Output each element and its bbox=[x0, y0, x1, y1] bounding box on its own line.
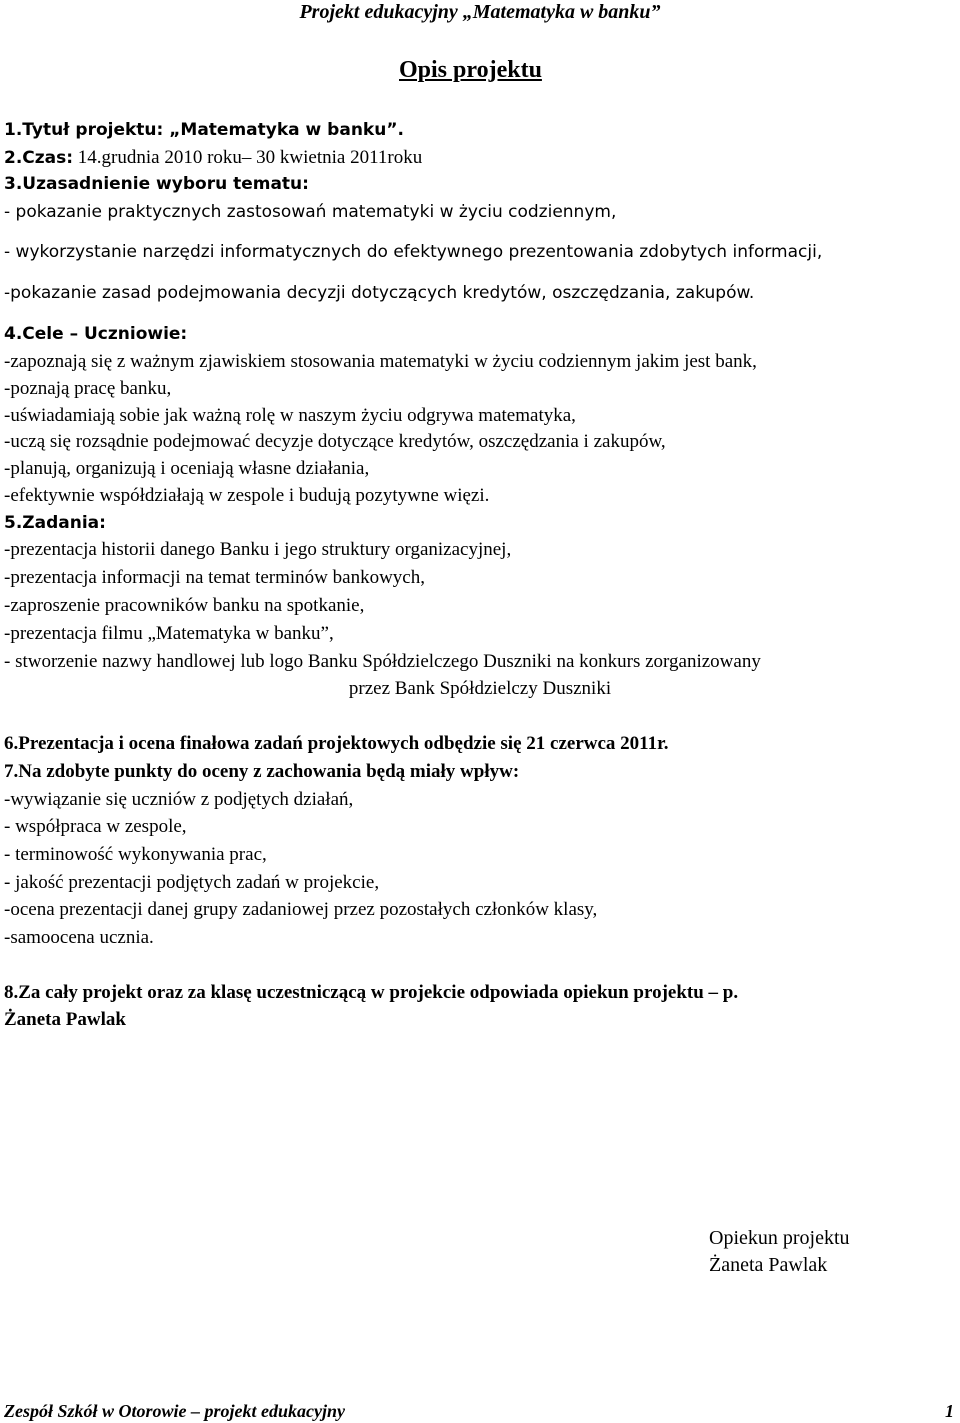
signature-role: Opiekun projektu bbox=[709, 1227, 850, 1249]
list-item: -ocena prezentacji danej grupy zadaniowej przez pozostałych członków klasy, bbox=[4, 899, 598, 920]
section-title: 8.Za cały projekt oraz za klasę uczestniczącą w projekcie odpowiada opiekun projektu – p. bbox=[4, 982, 739, 1003]
page-number: 1 bbox=[945, 1401, 954, 1421]
list-item: - współpraca w zespole, bbox=[4, 816, 187, 837]
section-title: 1.Tytuł projektu: „Matematyka w banku”. bbox=[4, 120, 404, 140]
section-title: 4.Cele – Uczniowie: bbox=[4, 324, 188, 344]
list-item: -uświadamiają sobie jak ważną rolę w naszym życiu odgrywa matematyka, bbox=[4, 405, 576, 426]
list-item: - terminowość wykonywania prac, bbox=[4, 844, 267, 865]
section-title: 3.Uzasadnienie wyboru tematu: bbox=[4, 174, 309, 194]
list-item: - pokazanie praktycznych zastosowań matematyki w życiu codziennym, bbox=[4, 202, 617, 222]
list-item: -efektywnie współdziałają w zespole i budują pozytywne więzi. bbox=[4, 485, 490, 506]
list-item: -prezentacja historii danego Banku i jego struktury organizacyjnej, bbox=[4, 539, 512, 560]
section-time bbox=[4, 146, 422, 170]
section-title: 6.Prezentacja i ocena finałowa zadań projektowych odbędzie się 21 czerwca 2011r. bbox=[4, 733, 669, 754]
list-item: - jakość prezentacji podjętych zadań w projekcie, bbox=[4, 872, 380, 893]
list-item: -zapoznają się z ważnym zjawiskiem stosowania matematyki w życiu codziennym jakim jest bank, bbox=[4, 351, 757, 372]
section-value: 14.grudnia 2010 roku– 30 kwietnia 2011roku bbox=[73, 147, 423, 168]
page-header: Projekt edukacyjny „Matematyka w banku” bbox=[299, 1, 661, 23]
list-item: - stworzenie nazwy handlowej lub logo Banku Spółdzielczego Duszniki na konkurs zorganizowany bbox=[4, 651, 761, 672]
section-label: 2.Czas: bbox=[4, 148, 74, 168]
list-item: -poznają pracę banku, bbox=[4, 378, 172, 399]
footer-text: Zespół Szkół w Otorowie – projekt edukacyjny bbox=[4, 1401, 345, 1421]
list-item: -uczą się rozsądnie podejmować decyzje dotyczące kredytów, oszczędzania i zakupów, bbox=[4, 431, 666, 452]
document-title: Opis projektu bbox=[399, 57, 542, 83]
list-item: -pokazanie zasad podejmowania decyzji dotyczących kredytów, oszczędzania, zakupów. bbox=[4, 283, 755, 303]
list-item: -prezentacja filmu „Matematyka w banku”, bbox=[4, 623, 334, 644]
list-item: -prezentacja informacji na temat terminów bankowych, bbox=[4, 567, 425, 588]
section-title-continued: Żaneta Pawlak bbox=[4, 1009, 126, 1030]
list-item: - wykorzystanie narzędzi informatycznych do efektywnego prezentowania zdobytych informacji, bbox=[4, 242, 823, 262]
section-title: 7.Na zdobyte punkty do oceny z zachowania będą miały wpływ: bbox=[4, 761, 520, 782]
list-item: -wywiązanie się uczniów z podjętych działań, bbox=[4, 789, 354, 810]
list-item: -planują, organizują i oceniają własne działania, bbox=[4, 458, 370, 479]
list-item: -samoocena ucznia. bbox=[4, 927, 154, 948]
signature-name: Żaneta Pawlak bbox=[709, 1254, 828, 1276]
list-item-continued: przez Bank Spółdzielczy Duszniki bbox=[348, 678, 612, 699]
list-item: -zaproszenie pracowników banku na spotkanie, bbox=[4, 595, 365, 616]
section-title: 5.Zadania: bbox=[4, 513, 106, 533]
